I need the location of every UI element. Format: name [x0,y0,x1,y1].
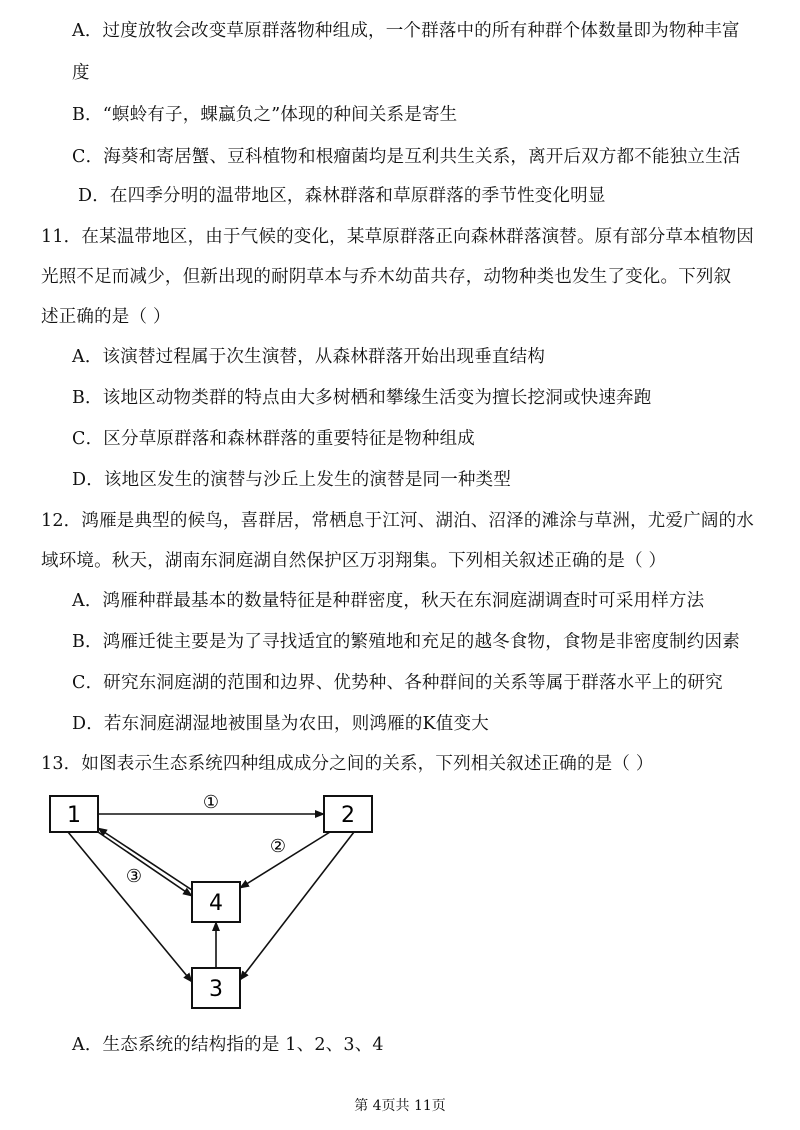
option-12D: D．若东洞庭湖湿地被围垦为农田，则鸿雁的K值变大 [72,714,489,734]
box-3-label: 3 [209,977,223,1002]
question-11-line1: 11．在某温带地区，由于气候的变化，某草原群落正向森林群落演替。原有部分草本植物因 [41,227,754,247]
option-12C: C．研究东洞庭湖的范围和边界、优势种、各种群间的关系等属于群落水平上的研究 [72,673,723,693]
option-11A: A．该演替过程属于次生演替，从森林群落开始出现垂直结构 [72,347,546,367]
option-11B: B．该地区动物类群的特点由大多树栖和攀缘生活变为擅长挖洞或快速奔跑 [72,388,652,408]
ecosystem-diagram [30,780,410,1020]
option-11C: C．区分草原群落和森林群落的重要特征是物种组成 [72,429,475,449]
option-10C: C．海葵和寄居蟹、豆科植物和根瘤菌均是互利共生关系，离开后双方都不能独立生活 [72,147,741,167]
option-11D: D．该地区发生的演替与沙丘上发生的演替是同一种类型 [72,470,512,490]
box-1-label: 1 [67,803,81,828]
box-2-label: 2 [341,803,355,828]
question-11-line3: 述正确的是（ ） [41,307,171,327]
mark-1: ① [202,792,220,813]
option-13A: A．生态系统的结构指的是 1、2、3、4 [72,1035,384,1055]
option-10A-line2: 度 [72,63,90,83]
arrow-4-to-1 [98,828,192,890]
box-4-label: 4 [209,891,223,916]
mark-2: ② [269,836,287,857]
page-footer: 第 4页共 11页 [354,1098,446,1114]
option-10B: B．“螟蛉有子，蜾蠃负之”体现的种间关系是寄生 [72,105,458,125]
mark-3: ③ [125,866,143,887]
option-10A-line1: A．过度放牧会改变草原群落物种组成，一个群落中的所有种群个体数量即为物种丰富 [72,21,740,41]
question-12-line1: 12．鸿雁是典型的候鸟，喜群居，常栖息于江河、湖泊、沼泽的滩涂与草洲，尤爱广阔的水 [41,511,754,531]
option-12B: B．鸿雁迁徙主要是为了寻找适宜的繁殖地和充足的越冬食物，食物是非密度制约因素 [72,632,740,652]
question-13: 13．如图表示生态系统四种组成成分之间的关系，下列相关叙述正确的是（ ） [41,754,654,774]
option-10D: D．在四季分明的温带地区，森林群落和草原群落的季节性变化明显 [78,186,606,206]
option-12A: A．鸿雁种群最基本的数量特征是种群密度，秋天在东洞庭湖调查时可采用样方法 [72,591,705,611]
question-11-line2: 光照不足而减少，但新出现的耐阴草本与乔木幼苗共存，动物种类也发生了变化。下列叙 [41,267,732,287]
arrow-2-to-3 [240,832,354,980]
question-12-line2: 域环境。秋天，湖南东洞庭湖自然保护区万羽翔集。下列相关叙述正确的是（ ） [41,551,667,571]
